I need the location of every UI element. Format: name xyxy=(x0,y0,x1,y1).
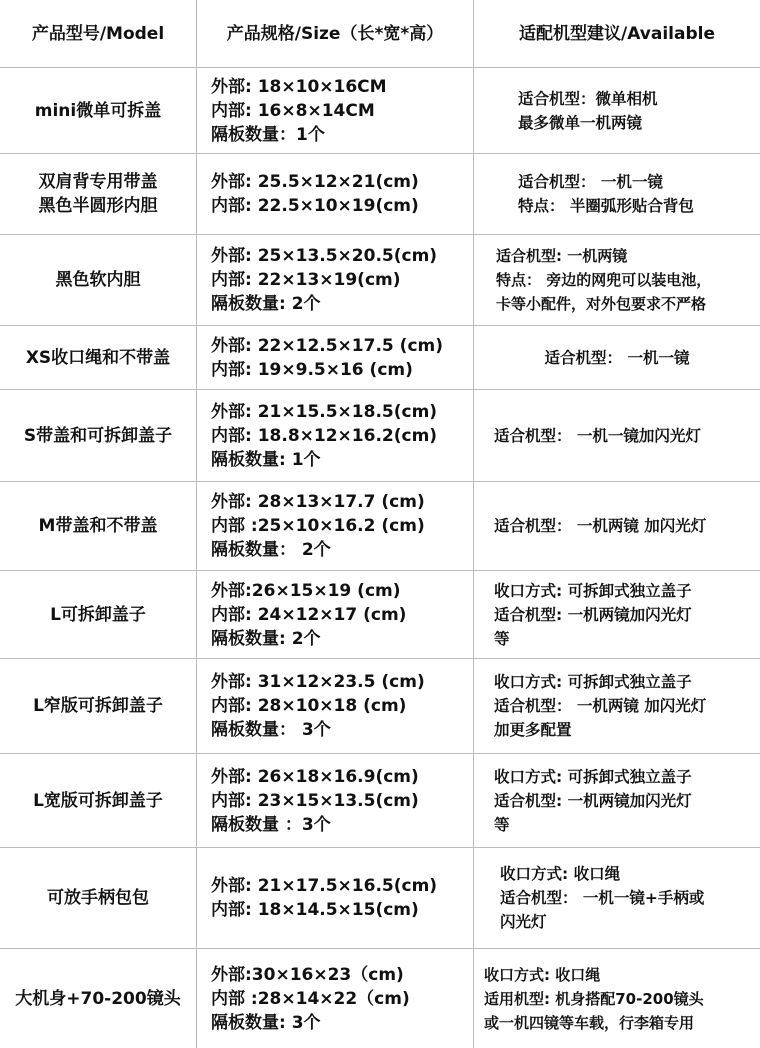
model-text: L宽版可拆卸盖子 xyxy=(33,790,163,811)
available-line: 收口方式: 可拆卸式独立盖子 xyxy=(494,673,692,691)
size-cell xyxy=(197,68,474,153)
available-line: 卡等小配件，对外包要求不严格 xyxy=(496,295,707,313)
available-line: 收口方式: 收口绳 xyxy=(500,865,621,883)
size-cell xyxy=(197,235,474,325)
table-row xyxy=(0,390,760,482)
size-line: 隔板数量: 1个 xyxy=(211,449,321,470)
size-cell xyxy=(197,571,474,658)
available-line: 等 xyxy=(494,629,510,648)
model-cell xyxy=(0,949,197,1048)
size-cell xyxy=(197,482,474,570)
available-line: 适用机型: 机身搭配70-200镜头 xyxy=(484,989,704,1008)
table-row xyxy=(0,482,760,571)
model-cell xyxy=(0,390,197,481)
size-line: 隔板数量 ：3个 xyxy=(211,814,331,835)
available-cell xyxy=(474,154,760,234)
table-row xyxy=(0,949,760,1048)
size-cell xyxy=(197,326,474,389)
available-cell xyxy=(474,326,760,389)
model-text: 黑色软内胆 xyxy=(55,270,141,290)
model-text: S带盖和可拆卸盖子 xyxy=(23,425,173,446)
model-text: mini微单可拆盖 xyxy=(34,100,162,121)
size-line: 外部: 21×15.5×18.5(cm) xyxy=(211,401,438,422)
size-line: 隔板数量： 3个 xyxy=(211,720,331,740)
size-cell xyxy=(197,390,474,481)
available-line: 收口方式: 收口绳 xyxy=(484,965,601,984)
available-line: 适合机型： 一机一镜加闪光灯 xyxy=(494,426,701,445)
header-row xyxy=(0,0,760,68)
model-cell xyxy=(0,326,197,389)
model-cell xyxy=(0,659,197,753)
size-line: 隔板数量：1个 xyxy=(211,124,325,145)
available-cell xyxy=(474,68,760,153)
available-cell xyxy=(474,482,760,570)
size-line: 隔板数量: 2个 xyxy=(211,628,321,649)
size-line: 内部: 16×8×14CM xyxy=(211,100,375,121)
available-cell xyxy=(474,659,760,753)
size-line: 外部:26×15×19 (cm) xyxy=(211,580,401,601)
available-line: 加更多配置 xyxy=(494,721,572,739)
size-line: 外部: 21×17.5×16.5(cm) xyxy=(211,876,438,896)
model-cell xyxy=(0,154,197,234)
available-line: 收口方式: 可拆卸式独立盖子 xyxy=(494,581,692,600)
available-cell xyxy=(474,571,760,658)
model-text: 双肩背专用带盖 xyxy=(38,172,158,192)
size-cell xyxy=(197,754,474,847)
size-line: 内部: 18.8×12×16.2(cm) xyxy=(211,425,438,446)
available-line: 等 xyxy=(494,815,510,834)
size-line: 内部: 18×14.5×15(cm) xyxy=(211,900,419,920)
table-row xyxy=(0,848,760,949)
header-model-text: 产品型号/Model xyxy=(31,23,165,44)
size-line: 外部:30×16×23（cm) xyxy=(211,964,404,985)
available-cell xyxy=(474,235,760,325)
model-text: M带盖和不带盖 xyxy=(38,516,158,536)
size-line: 隔板数量: 3个 xyxy=(211,1012,321,1033)
table-row xyxy=(0,68,760,154)
available-line: 适合机型： 一机一镜 xyxy=(518,173,663,191)
available-cell xyxy=(474,949,760,1048)
available-line: 适合机型：微单相机 xyxy=(518,89,658,108)
available-line: 适合机型： 一机一镜+手柄或 xyxy=(500,889,705,907)
available-line: 或一机四镜等车载，行李箱专用 xyxy=(484,1013,695,1032)
available-line: 特点： 旁边的网兜可以装电池， xyxy=(496,271,712,289)
available-line: 最多微单一机两镜 xyxy=(518,113,643,132)
model-text: 大机身+70-200镜头 xyxy=(15,988,181,1009)
available-cell xyxy=(474,848,760,948)
size-line: 内部: 23×15×13.5(cm) xyxy=(211,790,419,811)
available-cell xyxy=(474,390,760,481)
available-line: 适合机型： 一机两镜 加闪光灯 xyxy=(494,517,707,535)
size-line: 外部: 25×13.5×20.5(cm) xyxy=(211,246,438,266)
table-row xyxy=(0,326,760,390)
header-size xyxy=(197,0,474,67)
size-line: 外部: 26×18×16.9(cm) xyxy=(211,766,419,787)
size-line: 内部: 19×9.5×16 (cm) xyxy=(211,359,413,380)
model-text: L窄版可拆卸盖子 xyxy=(33,696,163,716)
table-row xyxy=(0,154,760,235)
available-line: 适合机型: 一机两镜加闪光灯 xyxy=(494,791,692,810)
header-size-text: 产品规格/Size（长*宽*高） xyxy=(226,23,444,44)
size-line: 内部: 28×10×18 (cm) xyxy=(211,696,407,716)
table-row xyxy=(0,754,760,848)
size-cell xyxy=(197,949,474,1048)
model-cell xyxy=(0,482,197,570)
size-line: 外部: 22×12.5×17.5 (cm) xyxy=(211,335,443,356)
size-line: 隔板数量： 2个 xyxy=(211,540,331,560)
model-cell xyxy=(0,754,197,847)
model-text: L可拆卸盖子 xyxy=(50,604,146,625)
available-line: 收口方式: 可拆卸式独立盖子 xyxy=(494,767,692,786)
available-line: 特点： 半圈弧形贴合背包 xyxy=(518,197,694,215)
available-line: 适合机型： 一机两镜 加闪光灯 xyxy=(494,697,707,715)
size-line: 外部: 25.5×12×21(cm) xyxy=(211,172,419,192)
model-text: 可放手柄包包 xyxy=(47,888,149,908)
header-available-text: 适配机型建议/Available xyxy=(519,23,715,44)
size-line: 内部: 22×13×19(cm) xyxy=(211,270,401,290)
model-text: 黑色半圆形内胆 xyxy=(38,196,158,216)
size-line: 内部 :28×14×22（cm) xyxy=(211,988,410,1009)
available-line: 闪光灯 xyxy=(500,913,547,931)
available-cell xyxy=(474,754,760,847)
size-line: 外部: 31×12×23.5 (cm) xyxy=(211,672,425,692)
model-cell xyxy=(0,68,197,153)
model-cell xyxy=(0,235,197,325)
size-line: 外部: 28×13×17.7 (cm) xyxy=(211,492,425,512)
size-line: 内部: 24×12×17 (cm) xyxy=(211,604,407,625)
available-line: 适合机型: 一机两镜加闪光灯 xyxy=(494,605,692,624)
available-line: 适合机型: 一机两镜 xyxy=(496,247,628,265)
table-row xyxy=(0,235,760,326)
table-row xyxy=(0,659,760,754)
model-cell xyxy=(0,571,197,658)
size-line: 内部 :25×10×16.2 (cm) xyxy=(211,516,425,536)
model-text: XS收口绳和不带盖 xyxy=(25,347,171,368)
size-line: 外部: 18×10×16CM xyxy=(211,76,387,97)
size-line: 内部: 22.5×10×19(cm) xyxy=(211,196,419,216)
header-model xyxy=(0,0,197,67)
size-cell xyxy=(197,154,474,234)
size-line: 隔板数量: 2个 xyxy=(211,294,321,314)
size-cell xyxy=(197,848,474,948)
available-line: 适合机型： 一机一镜 xyxy=(544,348,690,367)
model-cell xyxy=(0,848,197,948)
header-available xyxy=(474,0,760,67)
table-row xyxy=(0,571,760,659)
size-cell xyxy=(197,659,474,753)
